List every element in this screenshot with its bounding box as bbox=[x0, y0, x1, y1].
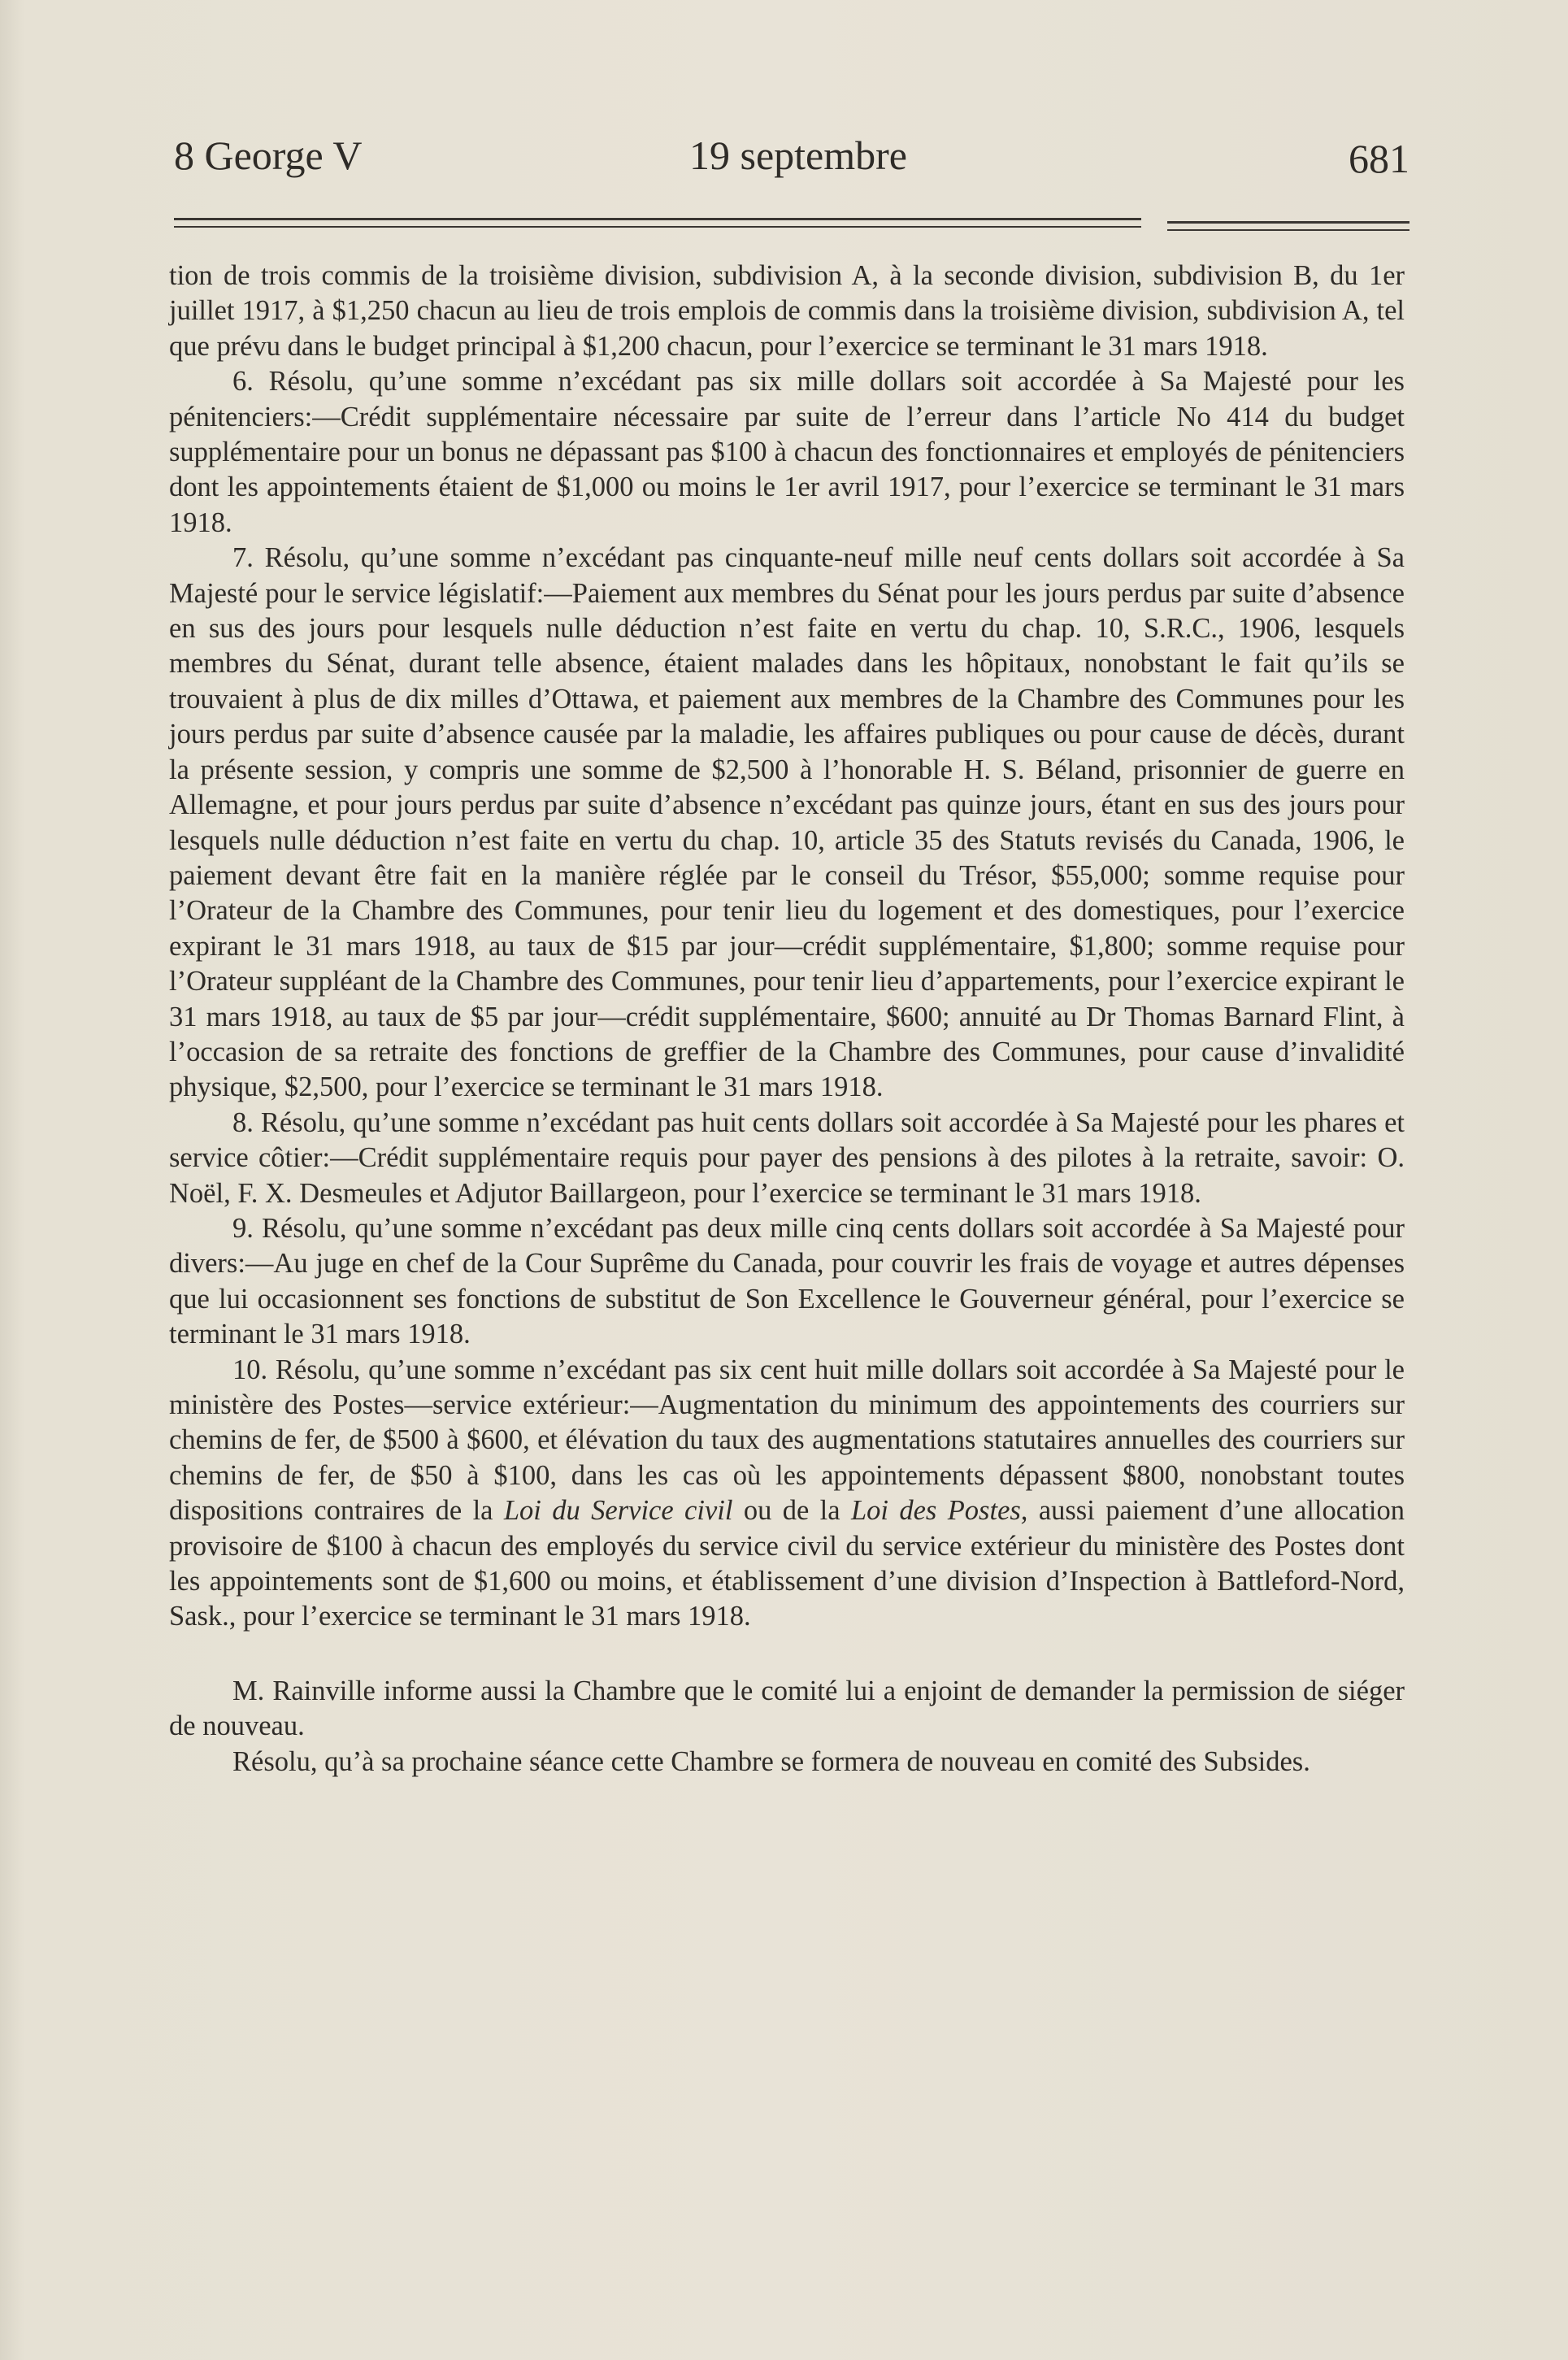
page-body bbox=[169, 259, 1405, 1780]
session-label: 8 George V bbox=[174, 133, 363, 178]
law-title-postes: Loi des Postes, bbox=[850, 1495, 1028, 1527]
resolution-10 bbox=[169, 1353, 1405, 1635]
header-rule-right bbox=[1167, 221, 1409, 224]
resolution-10-text-b: ou de la bbox=[732, 1495, 851, 1527]
law-title-service-civil: Loi du Service civil bbox=[503, 1495, 733, 1527]
page-header bbox=[174, 132, 1409, 189]
resolution-8: 8. Résolu, qu’une somme n’excédant pas huit cents dollars soit accordée à Sa Majesté pour les phares et service côtier:—Crédit supplémentaire requis pour payer des pensions à des pilotes à la retraite, savoir: O. Noël, F. X. Desmeules et Adjutor Baillargeon, pour l’exercice se terminant le 31 mars 1918. bbox=[169, 1106, 1405, 1209]
resolution-7: 7. Résolu, qu’une somme n’excédant pas cinquante-neuf mille neuf cents dollars soit accordée à Sa Majesté pour le service législatif:—Paiement aux membres du Sénat pour les jours perdus par suite d’absence en sus des jours pour lesquels nulle déduction n’est faite en vertu du chap. 10, S.R.C., 1906, lesquels membres du Sénat, durant telle absence, étaient malades dans les hôpitaux, nonobstant le fait qu’ils se trouvaient à plus de dix milles d’Ottawa, et paiement aux membres de la Chambre des Communes pour les jours perdus par suite d’absence causée par la maladie, les affaires publiques ou pour cause de décès, durant la présente session, y compris une somme de $2,500 à l’honorable H. S. Béland, prisonnier de guerre en Allemagne, et pour jours perdus par suite d’absence n’excédant pas quinze jours, étant en sus des jours pour lesquels nulle déduction n’est faite en vertu du chap. 10, article 35 des Statuts revisés du Canada, 1906, le paiement devant être fait en la manière réglée par le conseil du Trésor, $55,000; somme requise pour l’Orateur de la Chambre des Communes, pour tenir lieu du logement et des domestiques, pour l’exercice expirant le 31 mars 1918, au taux de $15 par jour—crédit supplémentaire, $1,800; somme requise pour l’Orateur suppléant de la Chambre des Communes, pour tenir lieu d’appartements, pour l’exercice expirant le 31 mars 1918, au taux de $5 par jour—crédit supplémentaire, $600; annuité au Dr Thomas Barnard Flint, à l’occasion de sa retraite des fonctions de greffier de la Chambre des Communes, pour cause d’invalidité physique, $2,500, pour l’exercice se terminant le 31 mars 1918. bbox=[169, 542, 1405, 1103]
rainville-report: M. Rainville informe aussi la Chambre que le comité lui a enjoint de demander la permission de siéger de nouveau. bbox=[169, 1675, 1405, 1742]
header-rule bbox=[174, 218, 1409, 237]
resolution-10-text-a: 10. Résolu, qu’une somme n’excédant pas six cent huit mille dollars soit accordée à Sa Majesté pour le ministère des Postes—service extérieur:—Augmentation du minimum des appointements des courriers sur chemins de fer, de $500 à $600, et élévation du taux des augmentations statutaires annuelles des courriers sur chemins de fer, de $50 à $100, dans les cas où les appointements dépassent $800, nonobstant toutes dispositions contraires de la bbox=[169, 1354, 1405, 1527]
page-number: 681 bbox=[1349, 136, 1409, 181]
date-label: 19 septembre bbox=[689, 133, 907, 178]
header-rule-right-lower bbox=[1167, 229, 1409, 231]
resolution-10-text-c: aussi paiement d’une allocation provisoire de $100 à chacun des employés du service civil du service extérieur du ministère des Postes dont les appointements sont de $1,600 ou moins, et établissement d’une division d’Inspection à Battleford-Nord, Sask., pour l’exercice se terminant le 31 mars 1918. bbox=[169, 1495, 1405, 1632]
header-rule-left-lower bbox=[174, 226, 1141, 228]
resolution-6: 6. Résolu, qu’une somme n’excédant pas six mille dollars soit accordée à Sa Majesté pour les pénitenciers:—Crédit supplémentaire nécessaire par suite de l’erreur dans l’article No 414 du budget supplémentaire pour un bonus ne dépassant pas $100 à chacun des fonctionnaires et employés de pénitenciers dont les appointements étaient de $1,000 ou moins le 1er avril 1917, pour l’exercice se terminant le 31 mars 1918. bbox=[169, 366, 1405, 538]
paragraph-continuation: tion de trois commis de la troisième division, subdivision A, à la seconde division, subdivision B, du 1er juillet 1917, à $1,250 chacun au lieu de trois emplois de commis dans la troisième division, subdivision A, tel que prévu dans le budget principal à $1,200 chacun, pour l’exercice se terminant le 31 mars 1918. bbox=[169, 260, 1405, 362]
resolution-9: 9. Résolu, qu’une somme n’excédant pas deux mille cinq cents dollars soit accordée à Sa Majesté pour divers:—Au juge en chef de la Cour Suprême du Canada, pour couvrir les frais de voyage et autres dépenses que lui occasionnent ses fonctions de substitut de Son Excellence le Gouverneur général, pour l’exercice se terminant le 31 mars 1918. bbox=[169, 1212, 1405, 1350]
header-rule-left bbox=[174, 218, 1141, 220]
final-resolution: Résolu, qu’à sa prochaine séance cette Chambre se formera de nouveau en comité des Subsides. bbox=[232, 1745, 1310, 1777]
